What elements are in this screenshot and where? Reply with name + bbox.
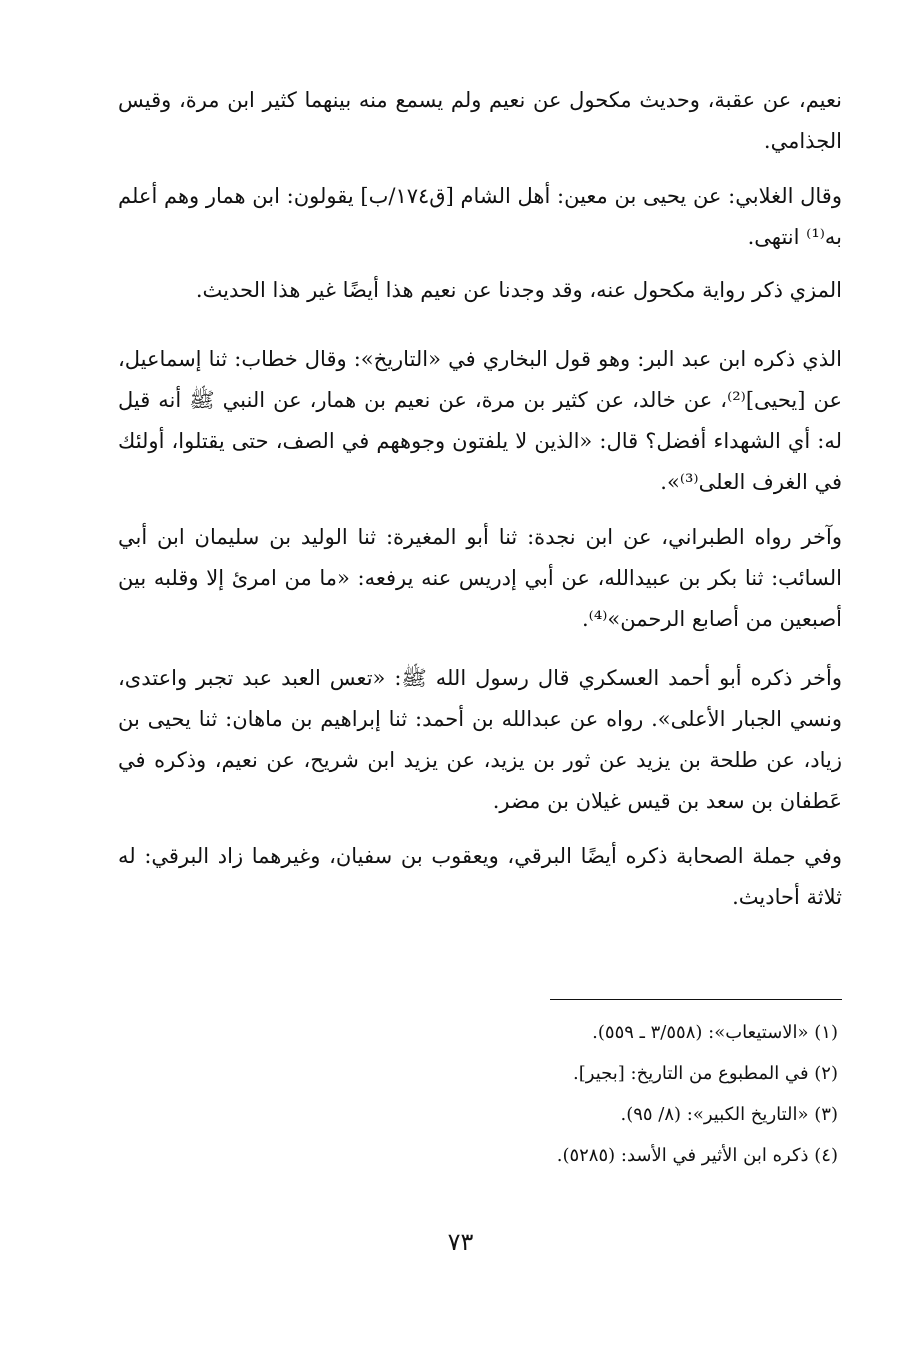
paragraph-3: المزي ذكر رواية مكحول عنه، وقد وجدنا عن نعيم هذا أيضًا غير هذا الحديث. [195, 278, 842, 302]
footnote-3: (٣) «التاريخ الكبير»: (٨/ ٩٥). [620, 1104, 838, 1125]
main-text [118, 80, 842, 918]
footnote-separator [550, 999, 842, 1000]
paragraph-4: الذي ذكره ابن عبد البر: وهو قول البخاري في «التاريخ»: وقال خطاب: ثنا إسماعيل، عن [يحيى]⁽²⁾، عن خالد، عن كثير بن مرة، عن نعيم بن همار، عن النبي ﷺ أنه قيل له: أي الشهداء أفضل؟ قال: «الذين لا يلفتون وجوههم في الصف، حتى يقتلوا، أولئك في الغرف العلى⁽³⁾». [118, 347, 842, 494]
footnotes [380, 1012, 838, 1176]
footnote-2: (٢) في المطبوع من التاريخ: [بجير]. [573, 1063, 838, 1084]
paragraph-1: نعيم، عن عقبة، وحديث مكحول عن نعيم ولم يسمع منه بينهما كثير ابن مرة، وقيس الجذامي. [118, 88, 842, 153]
paragraph-6: وأخر ذكره أبو أحمد العسكري قال رسول الله ﷺ: «تعس العبد عبد تجبر واعتدى، ونسي الجبار الأعلى». رواه عن عبدالله بن أحمد: ثنا إبراهيم بن ماهان: ثنا يحيى بن زياد، عن طلحة بن يزيد عن ثور بن يزيد، عن يزيد ابن شريح، عن نعيم، وذكره في عَطفان بن سعد بن قيس غيلان بن مضر. [118, 666, 842, 813]
page-number: ٧٣ [447, 1228, 474, 1256]
footnote-4: (٤) ذكره ابن الأثير في الأسد: (٥٢٨٥). [556, 1145, 838, 1166]
paragraph-5: وآخر رواه الطبراني، عن ابن نجدة: ثنا أبو المغيرة: ثنا الوليد بن سليمان ابن أبي السائب: ثنا بكر بن عبيدالله، عن أبي إدريس عنه يرفعه: «ما من امرئ إلا وقلبه بين أصبعين من أصابع الرحمن»⁽⁴⁾. [118, 525, 842, 631]
paragraph-7: وفي جملة الصحابة ذكره أيضًا البرقي، ويعقوب بن سفيان، وغيرهما زاد البرقي: له ثلاثة أحاديث. [118, 844, 842, 909]
paragraph-2: وقال الغلابي: عن يحيى بن معين: أهل الشام [ق١٧٤/ب] يقولون: ابن همار وهم أعلم به⁽¹⁾ انتهى. [118, 184, 842, 249]
footnote-1: (١) «الاستيعاب»: (٣/٥٥٨ ـ ٥٥٩). [592, 1022, 838, 1043]
